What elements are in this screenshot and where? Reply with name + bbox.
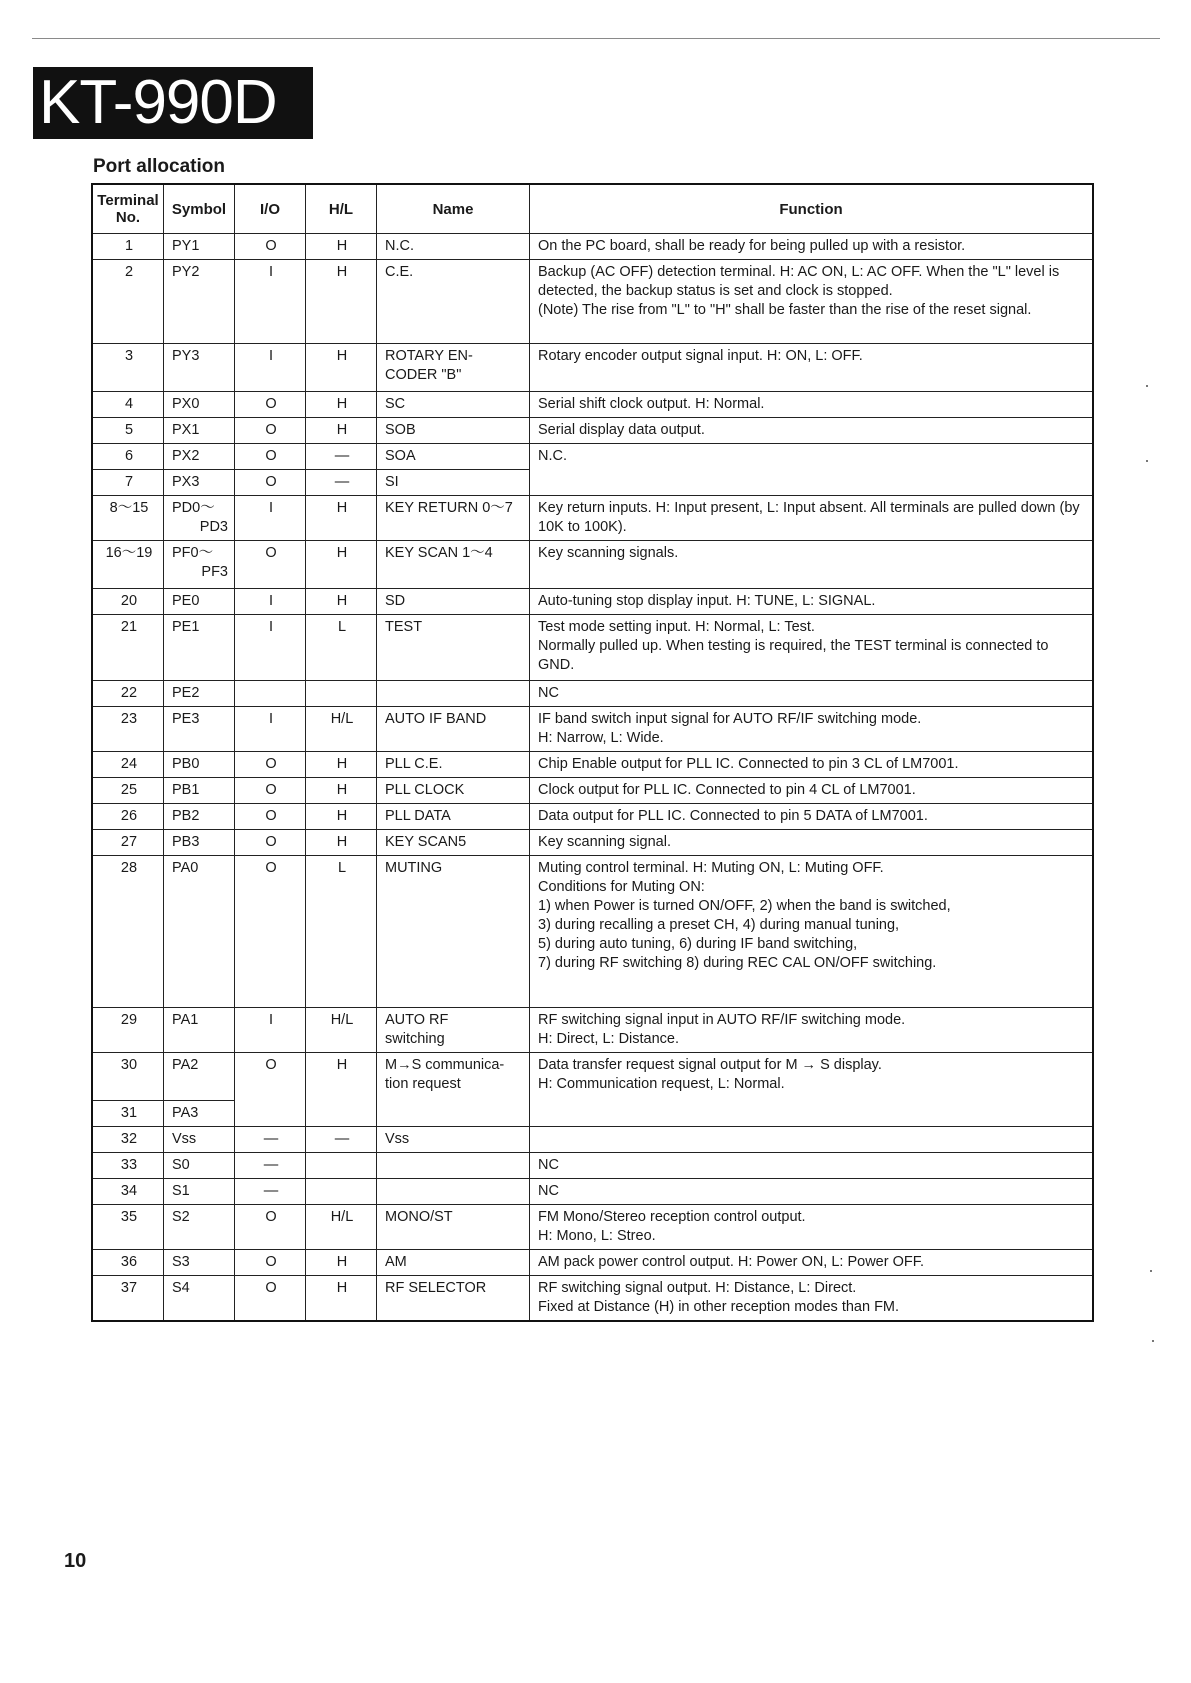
function: Auto-tuning stop display input. H: TUNE, L: SIGNAL. xyxy=(530,589,1094,615)
io: I xyxy=(235,615,306,681)
symbol: PY2 xyxy=(164,260,235,344)
signal-name: TEST xyxy=(377,615,530,681)
signal-name: AUTO IF BAND xyxy=(377,707,530,752)
symbol: S4 xyxy=(164,1276,235,1322)
io xyxy=(235,681,306,707)
symbol: S2 xyxy=(164,1205,235,1250)
symbol: S1 xyxy=(164,1179,235,1205)
symbol: PE2 xyxy=(164,681,235,707)
signal-name xyxy=(377,1153,530,1179)
terminal-number: 25 xyxy=(92,778,164,804)
function: Chip Enable output for PLL IC. Connected to pin 3 CL of LM7001. xyxy=(530,752,1094,778)
io: O xyxy=(235,1276,306,1322)
hl: H xyxy=(306,418,377,444)
terminal-number: 22 xyxy=(92,681,164,707)
model-title: KT-990D xyxy=(33,67,313,139)
terminal-number: 37 xyxy=(92,1276,164,1322)
function: N.C. xyxy=(530,444,1094,496)
signal-name xyxy=(377,681,530,707)
io: O xyxy=(235,778,306,804)
symbol: PY1 xyxy=(164,234,235,260)
hl: H xyxy=(306,1250,377,1276)
table-row xyxy=(92,804,1093,830)
table-row xyxy=(92,418,1093,444)
signal-name: SOB xyxy=(377,418,530,444)
hl: H xyxy=(306,344,377,392)
io: O xyxy=(235,234,306,260)
hl: H xyxy=(306,260,377,344)
table-row xyxy=(92,392,1093,418)
io: I xyxy=(235,707,306,752)
function: Key return inputs. H: Input present, L: Input absent. All terminals are pulled down (by 10K to 100K). xyxy=(530,496,1094,541)
io: O xyxy=(235,830,306,856)
signal-name: C.E. xyxy=(377,260,530,344)
signal-name: KEY SCAN 1～4 xyxy=(377,541,530,589)
column-header-function: Function xyxy=(530,184,1094,234)
column-header-symbol: Symbol xyxy=(164,184,235,234)
symbol: PB3 xyxy=(164,830,235,856)
function: NC xyxy=(530,1179,1094,1205)
table-row xyxy=(92,234,1093,260)
io: — xyxy=(235,1153,306,1179)
io: O xyxy=(235,856,306,1008)
column-header-terminal: Terminal No. xyxy=(92,184,164,234)
terminal-number: 20 xyxy=(92,589,164,615)
symbol: PX2 xyxy=(164,444,235,470)
function: FM Mono/Stereo reception control output. H: Mono, L: Streo. xyxy=(530,1205,1094,1250)
terminal-number: 6 xyxy=(92,444,164,470)
hl: H/L xyxy=(306,1205,377,1250)
table-row xyxy=(92,344,1093,392)
symbol: PF0～ PF3 xyxy=(164,541,235,589)
table-row xyxy=(92,1250,1093,1276)
terminal-number: 7 xyxy=(92,470,164,496)
table-row xyxy=(92,1205,1093,1250)
hl xyxy=(306,681,377,707)
hl: H xyxy=(306,1053,377,1127)
scan-speck xyxy=(1150,1270,1152,1272)
signal-name: N.C. xyxy=(377,234,530,260)
terminal-number: 27 xyxy=(92,830,164,856)
function: Clock output for PLL IC. Connected to pin 4 CL of LM7001. xyxy=(530,778,1094,804)
signal-name: RF SELECTOR xyxy=(377,1276,530,1322)
hl xyxy=(306,1153,377,1179)
terminal-number: 5 xyxy=(92,418,164,444)
hl: H xyxy=(306,804,377,830)
signal-name: PLL C.E. xyxy=(377,752,530,778)
signal-name: KEY SCAN5 xyxy=(377,830,530,856)
signal-name: SOA xyxy=(377,444,530,470)
terminal-number: 33 xyxy=(92,1153,164,1179)
symbol: PE3 xyxy=(164,707,235,752)
terminal-number: 29 xyxy=(92,1008,164,1053)
signal-name xyxy=(377,1179,530,1205)
table-row xyxy=(92,856,1093,1008)
symbol: PY3 xyxy=(164,344,235,392)
hl: H xyxy=(306,589,377,615)
section-title: Port allocation xyxy=(93,156,225,177)
function: Data output for PLL IC. Connected to pin 5 DATA of LM7001. xyxy=(530,804,1094,830)
symbol: PA3 xyxy=(164,1101,235,1127)
terminal-number: 21 xyxy=(92,615,164,681)
terminal-number: 4 xyxy=(92,392,164,418)
io: I xyxy=(235,589,306,615)
io: O xyxy=(235,1250,306,1276)
hl: H/L xyxy=(306,707,377,752)
hl: H xyxy=(306,778,377,804)
terminal-number: 23 xyxy=(92,707,164,752)
page-number: 10 xyxy=(64,1550,87,1572)
hl: H xyxy=(306,234,377,260)
function: NC xyxy=(530,1153,1094,1179)
function: RF switching signal output. H: Distance, L: Direct. Fixed at Distance (H) in other reception modes than FM. xyxy=(530,1276,1094,1322)
function: Muting control terminal. H: Muting ON, L: Muting OFF. Conditions for Muting ON: 1) when Power is turned ON/OFF, 2) when the band is switched, 3) during recalling a preset CH, 4) during manual tuning, 5) during auto tuning, 6) during IF band switching, 7) during RF switching 8) during REC CAL ON/OFF switching. xyxy=(530,856,1094,1008)
table-row xyxy=(92,589,1093,615)
signal-name: Vss xyxy=(377,1127,530,1153)
terminal-number: 1 xyxy=(92,234,164,260)
terminal-number: 34 xyxy=(92,1179,164,1205)
hl: H xyxy=(306,1276,377,1322)
column-header-hl: H/L xyxy=(306,184,377,234)
hl: H xyxy=(306,541,377,589)
signal-name: PLL DATA xyxy=(377,804,530,830)
terminal-number: 2 xyxy=(92,260,164,344)
function: Key scanning signals. xyxy=(530,541,1094,589)
table-row xyxy=(92,260,1093,344)
terminal-number: 26 xyxy=(92,804,164,830)
io: — xyxy=(235,1127,306,1153)
signal-name: SD xyxy=(377,589,530,615)
hl: H xyxy=(306,752,377,778)
hl: L xyxy=(306,615,377,681)
symbol: Vss xyxy=(164,1127,235,1153)
signal-name: MUTING xyxy=(377,856,530,1008)
function: IF band switch input signal for AUTO RF/IF switching mode. H: Narrow, L: Wide. xyxy=(530,707,1094,752)
column-header-name: Name xyxy=(377,184,530,234)
signal-name: MONO/ST xyxy=(377,1205,530,1250)
function: Data transfer request signal output for M → S display. H: Communication request, L: Normal. xyxy=(530,1053,1094,1127)
terminal-number: 8～15 xyxy=(92,496,164,541)
function: NC xyxy=(530,681,1094,707)
table-row xyxy=(92,681,1093,707)
symbol: PE0 xyxy=(164,589,235,615)
symbol: PX1 xyxy=(164,418,235,444)
signal-name: AM xyxy=(377,1250,530,1276)
io: O xyxy=(235,752,306,778)
table-row xyxy=(92,1053,1093,1101)
io: O xyxy=(235,470,306,496)
table-row xyxy=(92,778,1093,804)
terminal-number: 30 xyxy=(92,1053,164,1101)
table-row xyxy=(92,541,1093,589)
scan-speck xyxy=(1146,460,1148,462)
top-rule xyxy=(32,38,1160,39)
table-row xyxy=(92,615,1093,681)
hl: — xyxy=(306,1127,377,1153)
hl: H xyxy=(306,392,377,418)
terminal-number: 31 xyxy=(92,1101,164,1127)
io: O xyxy=(235,541,306,589)
function: RF switching signal input in AUTO RF/IF switching mode. H: Direct, L: Distance. xyxy=(530,1008,1094,1053)
signal-name: PLL CLOCK xyxy=(377,778,530,804)
symbol: PD0～ PD3 xyxy=(164,496,235,541)
signal-name: SI xyxy=(377,470,530,496)
terminal-number: 35 xyxy=(92,1205,164,1250)
io: I xyxy=(235,1008,306,1053)
table-row xyxy=(92,752,1093,778)
function: Backup (AC OFF) detection terminal. H: AC ON, L: AC OFF. When the "L" level is detected, the backup status is set and clock is stopped. (Note) The rise from "L" to "H" shall be faster than the rise of the reset signal. xyxy=(530,260,1094,344)
function: Serial display data output. xyxy=(530,418,1094,444)
column-header-io: I/O xyxy=(235,184,306,234)
symbol: PA2 xyxy=(164,1053,235,1101)
symbol: S3 xyxy=(164,1250,235,1276)
signal-name: SC xyxy=(377,392,530,418)
function: On the PC board, shall be ready for being pulled up with a resistor. xyxy=(530,234,1094,260)
io: I xyxy=(235,344,306,392)
hl: L xyxy=(306,856,377,1008)
table-row xyxy=(92,1276,1093,1322)
symbol: PX0 xyxy=(164,392,235,418)
table-row xyxy=(92,1127,1093,1153)
signal-name: AUTO RF switching xyxy=(377,1008,530,1053)
io: O xyxy=(235,392,306,418)
scan-speck xyxy=(1152,1340,1154,1342)
table-header-row xyxy=(92,184,1093,234)
io: O xyxy=(235,418,306,444)
terminal-number: 3 xyxy=(92,344,164,392)
symbol: PB0 xyxy=(164,752,235,778)
io: O xyxy=(235,804,306,830)
symbol: PA0 xyxy=(164,856,235,1008)
io: I xyxy=(235,496,306,541)
hl: — xyxy=(306,444,377,470)
table-row xyxy=(92,707,1093,752)
symbol: PX3 xyxy=(164,470,235,496)
table-row xyxy=(92,1153,1093,1179)
terminal-number: 32 xyxy=(92,1127,164,1153)
io: O xyxy=(235,1053,306,1127)
hl: H xyxy=(306,496,377,541)
symbol: PA1 xyxy=(164,1008,235,1053)
io: — xyxy=(235,1179,306,1205)
io: I xyxy=(235,260,306,344)
signal-name: ROTARY EN- CODER "B" xyxy=(377,344,530,392)
hl: H xyxy=(306,830,377,856)
hl xyxy=(306,1179,377,1205)
symbol: PE1 xyxy=(164,615,235,681)
io: O xyxy=(235,1205,306,1250)
function: Rotary encoder output signal input. H: ON, L: OFF. xyxy=(530,344,1094,392)
table-row xyxy=(92,1008,1093,1053)
table-row xyxy=(92,830,1093,856)
terminal-number: 36 xyxy=(92,1250,164,1276)
symbol: PB1 xyxy=(164,778,235,804)
terminal-number: 16～19 xyxy=(92,541,164,589)
function xyxy=(530,1127,1094,1153)
table-row xyxy=(92,496,1093,541)
scan-speck xyxy=(1146,385,1148,387)
symbol: PB2 xyxy=(164,804,235,830)
table-row xyxy=(92,444,1093,470)
hl: — xyxy=(306,470,377,496)
function: Test mode setting input. H: Normal, L: Test. Normally pulled up. When testing is required, the TEST terminal is connected to GND. xyxy=(530,615,1094,681)
io: O xyxy=(235,444,306,470)
port-allocation-table xyxy=(91,183,1094,1322)
terminal-number: 28 xyxy=(92,856,164,1008)
function: Key scanning signal. xyxy=(530,830,1094,856)
function: AM pack power control output. H: Power ON, L: Power OFF. xyxy=(530,1250,1094,1276)
signal-name: M→S communica- tion request xyxy=(377,1053,530,1127)
terminal-number: 24 xyxy=(92,752,164,778)
symbol: S0 xyxy=(164,1153,235,1179)
function: Serial shift clock output. H: Normal. xyxy=(530,392,1094,418)
hl: H/L xyxy=(306,1008,377,1053)
signal-name: KEY RETURN 0～7 xyxy=(377,496,530,541)
table-row xyxy=(92,1179,1093,1205)
